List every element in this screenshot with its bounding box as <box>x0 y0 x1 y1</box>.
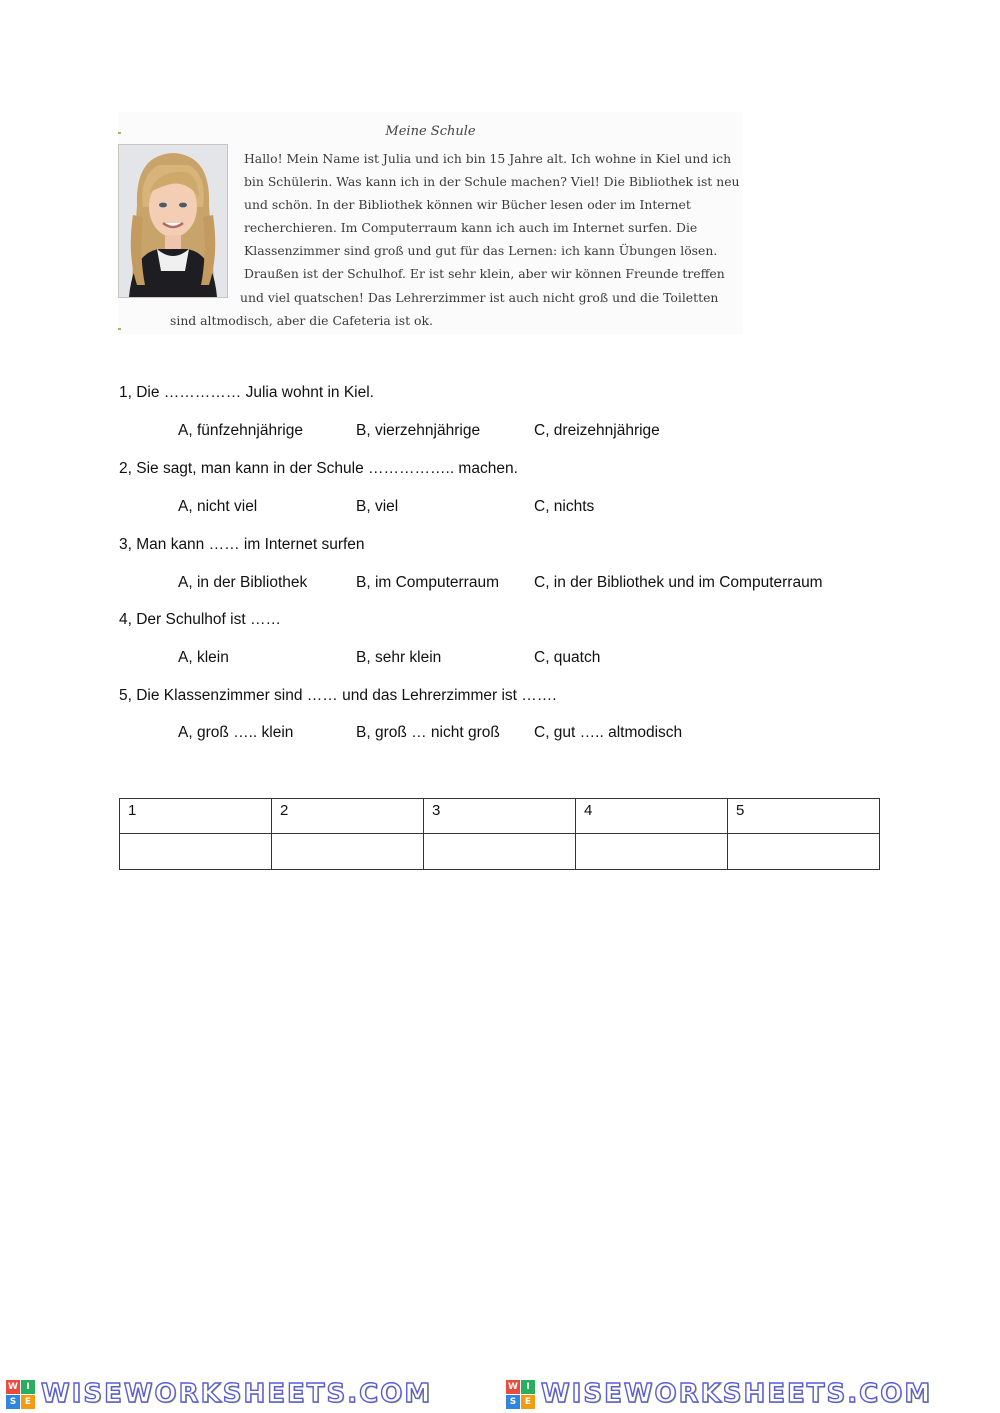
answer-table-header: 3 <box>424 799 576 834</box>
answer-table-input-row <box>120 834 880 870</box>
answer-table-header: 4 <box>576 799 728 834</box>
passage-line: und viel quatschen! Das Lehrerzimmer ist auch nicht groß und die Toiletten <box>240 289 719 305</box>
answer-cell-4[interactable] <box>576 834 728 870</box>
logo-letter: S <box>6 1395 20 1409</box>
answer-cell-2[interactable] <box>272 834 424 870</box>
answer-cell-5[interactable] <box>728 834 880 870</box>
question-2-option-a[interactable]: A, nicht viel <box>178 498 258 515</box>
question-1: 1, Die …………… Julia wohnt in Kiel. <box>119 384 374 401</box>
decoration-mark <box>118 328 121 330</box>
question-5-option-b[interactable]: B, groß … nicht groß <box>356 724 500 741</box>
question-3-option-b[interactable]: B, im Computerraum <box>356 574 499 591</box>
logo-letter: I <box>521 1380 535 1394</box>
question-5-option-a[interactable]: A, groß ….. klein <box>178 724 294 741</box>
passage-line: sind altmodisch, aber die Cafeteria ist ok. <box>170 312 433 328</box>
question-5: 5, Die Klassenzimmer sind …… und das Lehrerzimmer ist ……. <box>119 687 557 704</box>
answer-table-header: 1 <box>120 799 272 834</box>
logo-letter: S <box>506 1395 520 1409</box>
answer-cell-1[interactable] <box>120 834 272 870</box>
reading-passage <box>118 112 743 334</box>
answer-table-header-row <box>120 799 880 834</box>
passage-line: Draußen ist der Schulhof. Er ist sehr klein, aber wir können Freunde treffen <box>244 266 725 282</box>
question-2-option-b[interactable]: B, viel <box>356 498 399 515</box>
logo-letter: E <box>521 1395 535 1409</box>
student-photo <box>118 144 228 298</box>
brand-name: WISEWORKSHEETS.COM <box>541 1379 933 1409</box>
logo-letter: E <box>21 1395 35 1409</box>
question-4-option-c[interactable]: C, quatch <box>534 649 601 666</box>
passage-line: und schön. In der Bibliothek können wir Bücher lesen oder im Internet <box>244 197 691 213</box>
passage-line: Klassenzimmer sind groß und gut für das Lernen: ich kann Übungen lösen. <box>244 243 718 259</box>
logo-letter: W <box>506 1380 520 1394</box>
brand-logo-icon <box>6 1380 35 1409</box>
question-1-option-c[interactable]: C, dreizehnjährige <box>534 422 660 439</box>
question-1-option-a[interactable]: A, fünfzehnjährige <box>178 422 303 439</box>
answer-table-header: 2 <box>272 799 424 834</box>
logo-letter: W <box>6 1380 20 1394</box>
answer-table-header: 5 <box>728 799 880 834</box>
question-4-option-a[interactable]: A, klein <box>178 649 229 666</box>
question-2-option-c[interactable]: C, nichts <box>534 498 595 515</box>
girl-portrait-image <box>119 145 227 297</box>
question-1-option-b[interactable]: B, vierzehnjährige <box>356 422 481 439</box>
question-3: 3, Man kann …… im Internet surfen <box>119 536 365 553</box>
brand-logo-icon <box>506 1380 535 1409</box>
passage-line: bin Schülerin. Was kann ich in der Schule machen? Viel! Die Bibliothek ist neu <box>244 174 740 190</box>
brand-name: WISEWORKSHEETS.COM <box>41 1379 433 1409</box>
footer-watermark <box>0 1376 1000 1413</box>
passage-text <box>170 147 742 332</box>
brand-watermark <box>506 1378 932 1410</box>
question-2: 2, Sie sagt, man kann in der Schule …………….. machen. <box>119 460 518 477</box>
question-4: 4, Der Schulhof ist …… <box>119 611 281 628</box>
passage-line: recherchieren. Im Computerraum kann ich auch im Internet surfen. Die <box>244 220 698 236</box>
brand-watermark <box>6 1378 432 1410</box>
logo-letter: I <box>21 1380 35 1394</box>
question-3-option-c[interactable]: C, in der Bibliothek und im Computerraum <box>534 574 823 591</box>
question-3-option-a[interactable]: A, in der Bibliothek <box>178 574 308 591</box>
question-5-option-c[interactable]: C, gut ….. altmodisch <box>534 724 683 741</box>
answer-table <box>119 798 880 870</box>
passage-title: Meine Schule <box>385 124 476 139</box>
passage-line: Hallo! Mein Name ist Julia und ich bin 15 Jahre alt. Ich wohne in Kiel und ich <box>244 151 732 166</box>
answer-cell-3[interactable] <box>424 834 576 870</box>
question-4-option-b[interactable]: B, sehr klein <box>356 649 442 666</box>
